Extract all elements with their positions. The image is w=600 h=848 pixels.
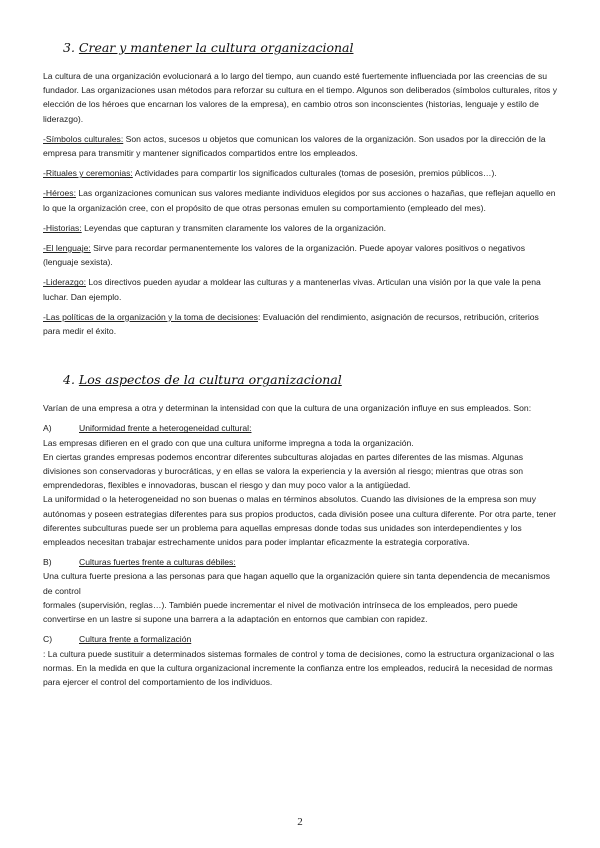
- item-term: -Liderazgo:: [43, 277, 86, 288]
- item-text: Son actos, sucesos u objetos que comunican los valores de la organización. Son usados por la dirección de la empresa para transmitir y mantener significados compartidos entre los empleados.: [43, 133, 546, 159]
- aspect-c-term: Cultura frente a formalización: [79, 634, 192, 645]
- item-text: Los directivos pueden ayudar a moldear las culturas y a mantenerlas vivas. Articulan una visión por la que vale la pena luchar. Dan ejemplo.: [43, 277, 541, 302]
- item-rituales: [43, 166, 558, 180]
- aspect-b-label: B): [43, 557, 52, 568]
- item-term: -Héroes:: [43, 188, 76, 199]
- section-3-number: 3.: [63, 40, 75, 55]
- page-number: 2: [297, 816, 303, 828]
- section-3-title: Crear y mantener la cultura organizacional: [78, 40, 354, 55]
- section-4-number: 4.: [63, 372, 75, 388]
- aspect-a-text-3: La uniformidad o la heterogeneidad no son buenas o malas en términos absolutos. Cuando las divisiones de la empresa son muy autónomas y poseen estrategias diferentes para sus propios productos, cada división posee una cultura diferente. Por otra parte, tener diferentes subculturas puede ser un problema para aquellas empresas donde todas sus unidades son interdependientes y los empleados necesitan trabajar estrechamente unidos para poder implantar eficazmente la estrategia corporativa.: [43, 494, 557, 548]
- item-simbolos: [43, 132, 558, 160]
- item-text: Las organizaciones comunican sus valores mediante individuos elegidos por sus acciones o hazañas, que reflejan aquello en lo que la organización cree, con el propósito de que otras personas emulen su comportamiento (empleado del mes).: [43, 188, 556, 213]
- item-heroes: [43, 186, 558, 214]
- aspect-c: [43, 632, 558, 646]
- aspect-a: [43, 421, 558, 435]
- section-3-heading: [63, 40, 558, 55]
- document-page: [43, 40, 558, 695]
- aspect-a-text: Las empresas difieren en el grado con que una cultura uniforme impregna a toda la organización.: [43, 437, 414, 448]
- section-4-intro: Varían de una empresa a otra y determinan la intensidad con que la cultura de una organización influye en sus empleados. Son:: [43, 403, 532, 414]
- item-lenguaje: [43, 241, 558, 269]
- item-liderazgo: [43, 275, 558, 303]
- item-term: -El lenguaje:: [43, 243, 91, 254]
- item-term: -Símbolos culturales:: [43, 133, 124, 144]
- aspect-b-term: Culturas fuertes frente a culturas débiles:: [79, 557, 236, 568]
- aspect-a-text-2: En ciertas grandes empresas podemos encontrar diferentes subculturas alojadas en partes diferentes de las mismas. Algunas divisiones son conservadoras y burocráticas, y en ellas se valora la experiencia y la aversión al riesgo; mientras que otras son emprendedoras, flexibles e innovadoras, buscan el riesgo y dan muy poco valor a la antigüedad.: [43, 451, 524, 491]
- aspect-b-text-2: formales (supervisión, reglas…). También puede incrementar el nivel de motivación intrínseca de los empleados, pero puede convertirse en un lastre si supone una barrera a la adaptación en entornos que cambian con rapidez.: [43, 599, 518, 625]
- aspect-c-text: : La cultura puede sustituir a determinados sistemas formales de control y toma de decisiones, como la estructura organizacional o las normas. En la medida en que la cultura organizacional incremente la confianza entre los empleados, reducirá la necesidad de normas para ejercer el control del comportamiento de los individuos.: [43, 648, 555, 687]
- section-4-title: Los aspectos de la cultura organizacional: [78, 372, 342, 388]
- aspect-a-term: Uniformidad frente a heterogeneidad cultural:: [79, 423, 252, 434]
- section-3-intro: La cultura de una organización evolucionará a lo largo del tiempo, aun cuando esté fuertemente influenciada por las creencias de su fundador. Las organizaciones usan métodos para reforzar su cultura en el tiempo. Algunos son deliberados (símbolos culturales, ritos y elección de los héroes que encarnan los valores de la empresa), en cambio otros son inconscientes (historias, lenguaje y estilo de liderazgo).: [43, 71, 558, 124]
- item-text: : Evaluación del rendimiento, asignación de recursos, retribución, criterios para medir el éxito.: [43, 311, 539, 337]
- section-4-heading: [63, 372, 558, 387]
- aspect-c-label: C): [43, 634, 53, 645]
- item-text: Leyendas que capturan y transmiten claramente los valores de la organización.: [81, 222, 386, 233]
- item-politicas: [43, 310, 558, 338]
- aspect-b: [43, 555, 558, 569]
- item-historias: [43, 221, 558, 235]
- item-term: -Historias:: [43, 222, 82, 233]
- item-text: Actividades para compartir los significados culturales (tomas de posesión, premios públicos…).: [132, 168, 497, 179]
- aspect-a-label: A): [43, 423, 52, 434]
- item-text: Sirve para recordar permanentemente los valores de la organización. Puede apoyar valores positivos o negativos (lenguaje sexista).: [43, 243, 526, 268]
- item-term: -Rituales y ceremonias:: [43, 168, 133, 179]
- aspect-b-text: Una cultura fuerte presiona a las personas para que hagan aquello que la organización quiere sin tanta dependencia de mecanismos de control: [43, 571, 550, 596]
- item-term: -Las políticas de la organización y la toma de decisiones: [43, 311, 258, 322]
